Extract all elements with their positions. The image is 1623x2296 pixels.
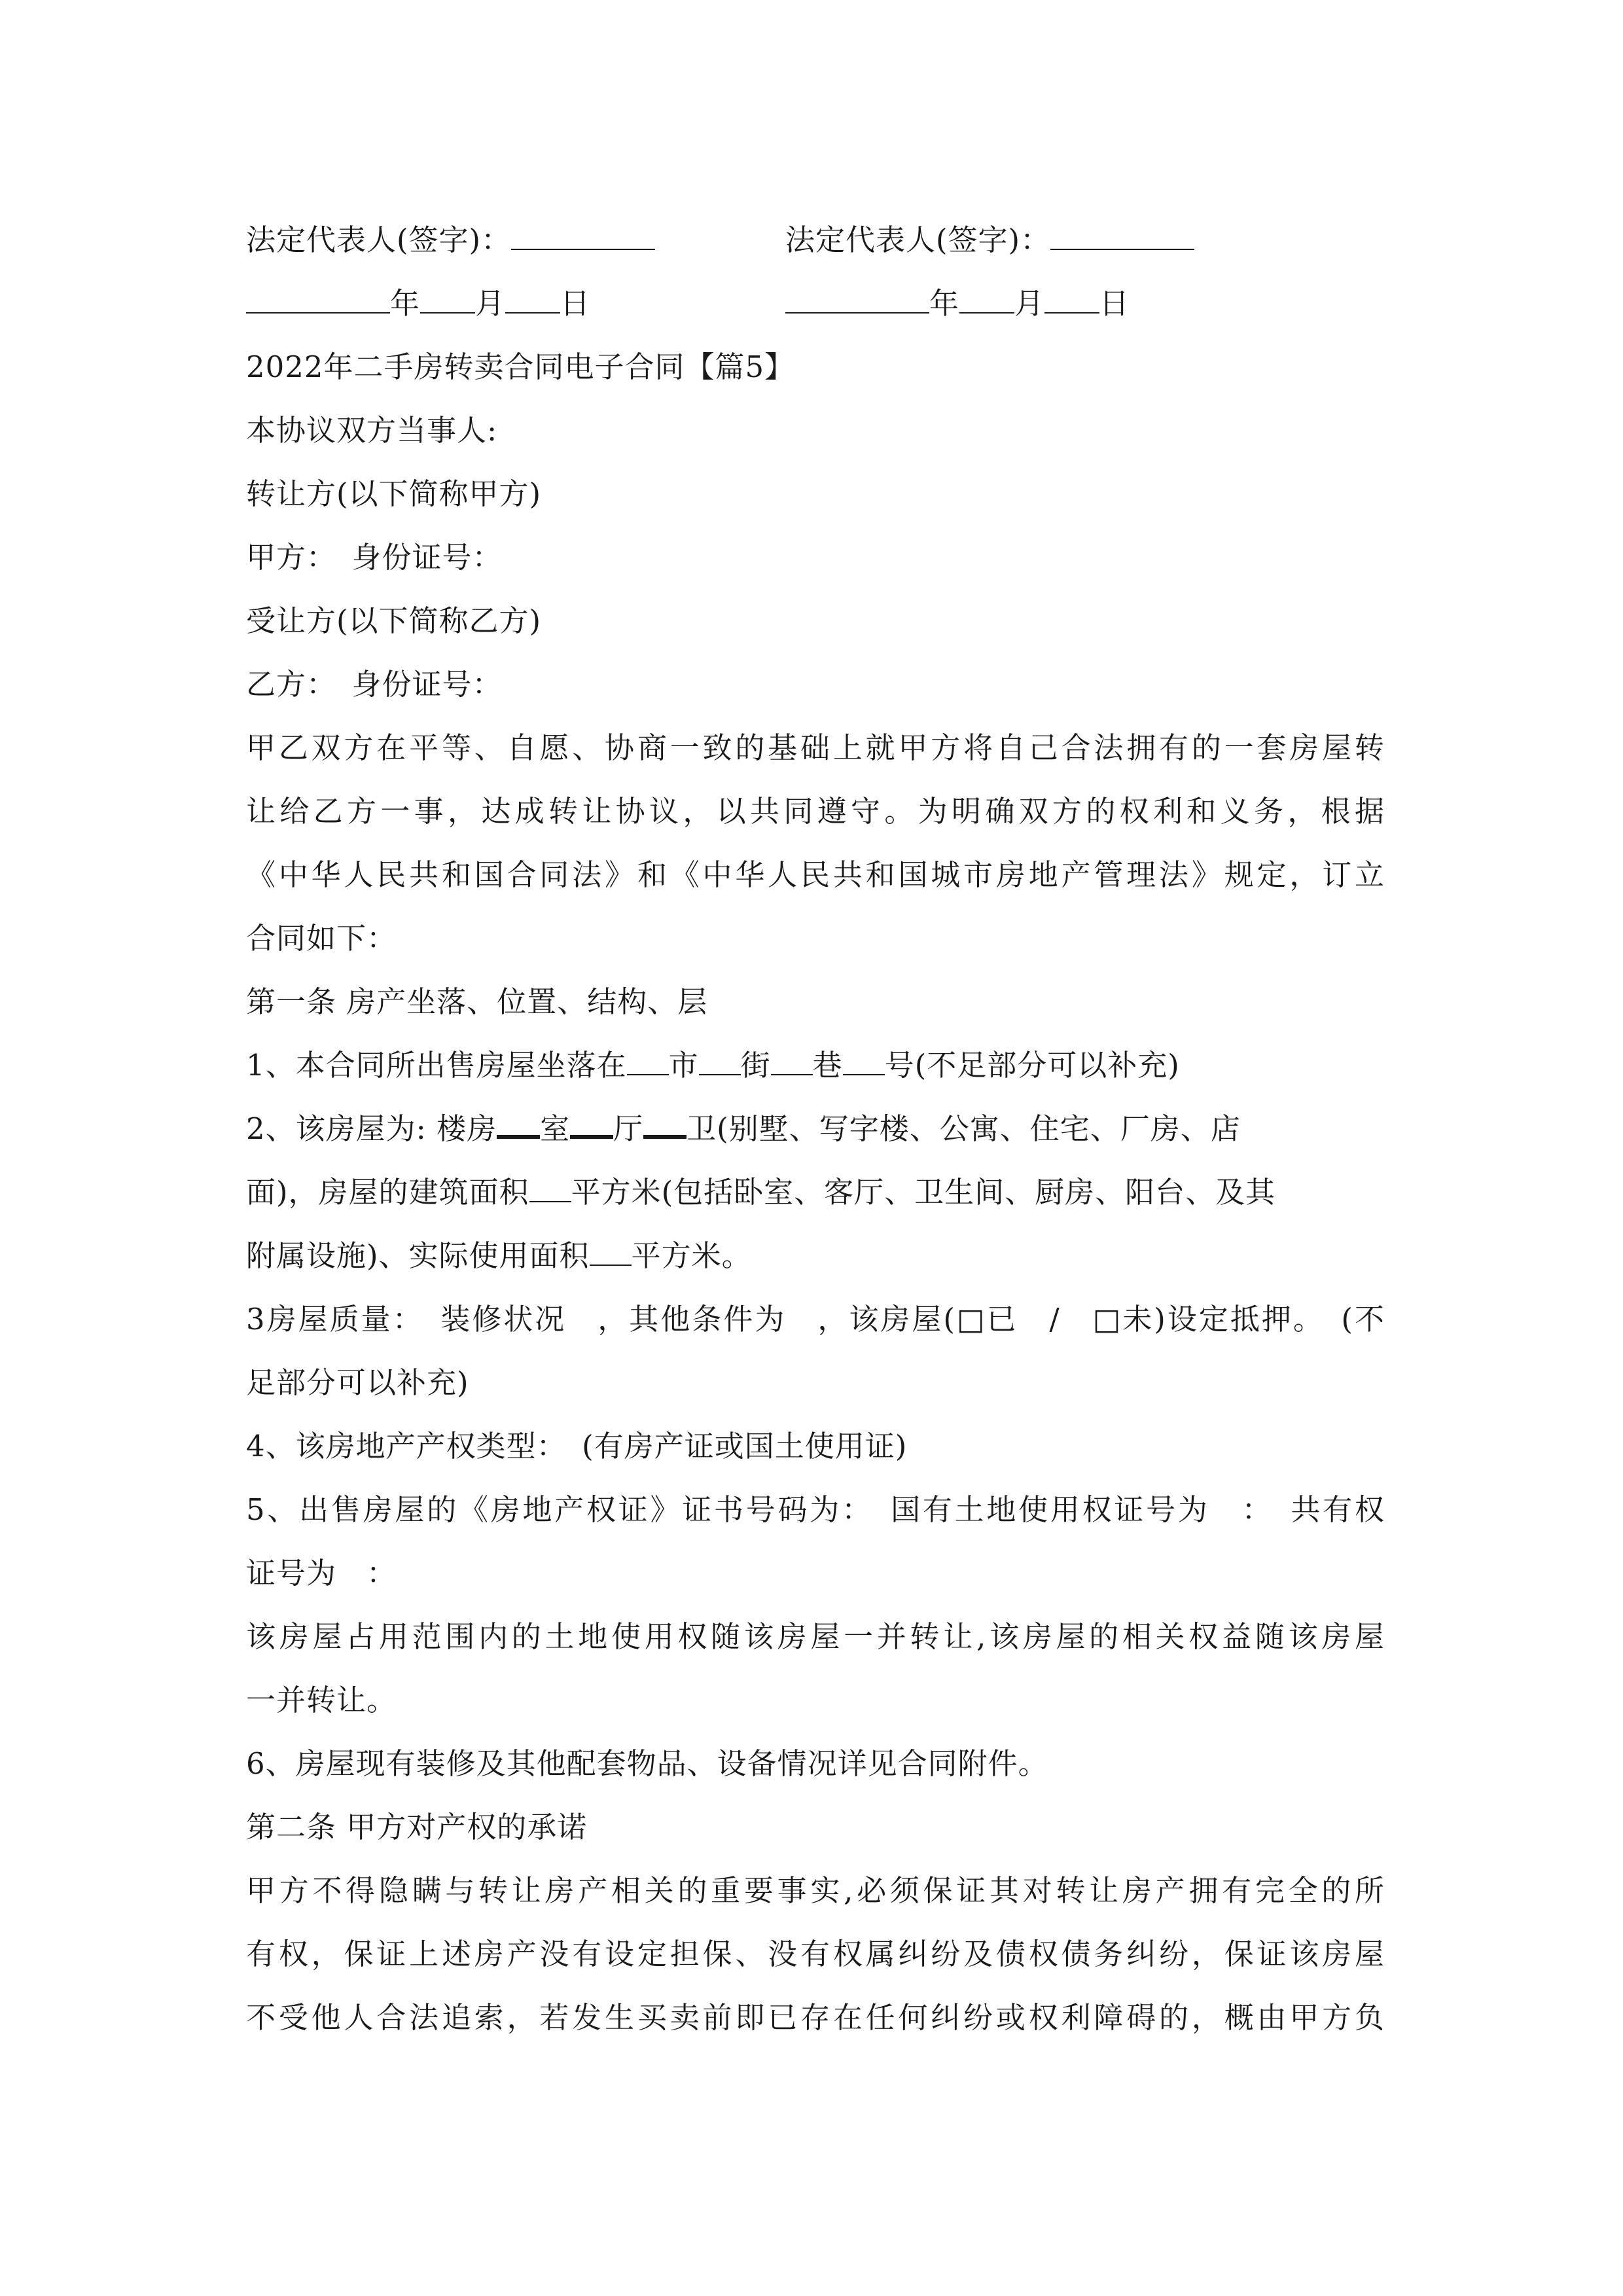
item2-bath: 卫(别墅、写字楼、公寓、住宅、厂房、店: [687, 1111, 1241, 1146]
street-blank: [699, 1048, 741, 1075]
item2-room: 室: [540, 1111, 571, 1146]
year-label: 年: [390, 286, 421, 321]
day-blank: [505, 286, 560, 314]
signature-blank: [1050, 223, 1194, 250]
article1-item1: [246, 1033, 1385, 1097]
transferee-line: 受让方(以下简称乙方): [246, 603, 542, 638]
usable-area-blank: [590, 1238, 632, 1266]
year-label: 年: [929, 286, 960, 321]
signature-right-label: 法定代表人(签字)：: [785, 223, 1051, 257]
day-blank: [1044, 286, 1099, 314]
date-left: [246, 272, 785, 335]
month-blank: [959, 286, 1014, 314]
item1-lane: 巷: [812, 1048, 843, 1083]
contract-heading: 2022年二手房转卖合同电子合同【篇5】: [246, 350, 795, 384]
date-right: [785, 272, 1325, 335]
article1-item3-line2: 足部分可以补充): [246, 1365, 469, 1400]
article1-item3: 3房屋质量： 装修状况 ，其他条件为 ，该房屋(□已 / □未)设定抵押。 (不: [246, 1302, 1385, 1336]
parties-intro: 本协议双方当事人:: [246, 413, 498, 448]
room-blank: [497, 1109, 540, 1139]
signature-blank: [511, 223, 655, 250]
article2-body-line: 不受他人合法追索，若发生买卖前即已存在任何纠纷或权利障碍的，概由甲方负: [246, 2000, 1385, 2035]
day-label: 日: [560, 286, 591, 321]
signature-left: [246, 208, 785, 272]
item2-area-text: 面)，房屋的建筑面积: [246, 1175, 529, 1210]
year-blank: [785, 286, 929, 314]
party-b-line: 乙方： 身份证号：: [246, 667, 503, 702]
article1-item2: [246, 1097, 1385, 1160]
preamble-line: 甲乙双方在平等、自愿、协商一致的基础上就甲方将自己合法拥有的一套房屋转: [246, 730, 1385, 765]
lane-blank: [771, 1048, 813, 1075]
article1-item5-line2: 证号为 ：: [246, 1556, 397, 1590]
item2-area-detail: 平方米(包括卧室、客厅、卫生间、厨房、阳台、及其: [571, 1175, 1276, 1210]
item1-street: 街: [740, 1048, 771, 1083]
item1-number: 号(不足部分可以补充): [884, 1048, 1180, 1083]
item2-usable-text: 附属设施)、实际使用面积: [246, 1238, 590, 1273]
number-blank: [843, 1048, 885, 1075]
party-a-line: 甲方： 身份证号：: [246, 540, 503, 575]
month-label: 月: [1014, 286, 1045, 321]
transferor-line: 转让方(以下简称甲方): [246, 476, 542, 511]
preamble-line: 《中华人民共和国合同法》和《中华人民共和国城市房地产管理法》规定，订立: [246, 857, 1385, 892]
article2-body-line: 有权，保证上述房产没有设定担保、没有权属纠纷及债权债务纠纷，保证该房屋: [246, 1937, 1385, 1971]
article2-title: 第二条 甲方对产权的承诺: [246, 1810, 588, 1844]
item1-city: 市: [668, 1048, 699, 1083]
hall-blank: [570, 1109, 613, 1139]
signature-row: [246, 208, 1385, 272]
land-use-line: 该房屋占用范围内的土地使用权随该房屋一并转让,该房屋的相关权益随该房屋: [246, 1619, 1385, 1654]
item2-text: 2、该房屋为: 楼房: [246, 1111, 497, 1146]
bath-blank: [643, 1109, 687, 1139]
item2-usable-unit: 平方米。: [631, 1238, 752, 1273]
signature-right: [785, 208, 1325, 272]
item2-hall: 厅: [613, 1111, 644, 1146]
preamble-line: 让给乙方一事，达成转让协议，以共同遵守。为明确双方的权利和义务，根据: [246, 794, 1385, 829]
month-blank: [420, 286, 475, 314]
article2-body-line: 甲方不得隐瞒与转让房产相关的重要事实,必须保证其对转让房产拥有完全的所: [246, 1873, 1385, 1908]
land-use-line: 一并转让。: [246, 1683, 397, 1717]
article1-item2-line2: [246, 1160, 1385, 1224]
item1-text: 1、本合同所出售房屋坐落在: [246, 1048, 627, 1083]
city-blank: [627, 1048, 669, 1075]
month-label: 月: [475, 286, 506, 321]
article1-item5: 5、出售房屋的《房地产权证》证书号码为： 国有土地使用权证号为 ： 共有权: [246, 1492, 1385, 1527]
signature-left-label: 法定代表人(签字)：: [246, 223, 512, 257]
date-row: [246, 272, 1385, 335]
article1-item6: 6、房屋现有装修及其他配套物品、设备情况详见合同附件。: [246, 1746, 1048, 1781]
article1-item4: 4、该房地产产权类型： (有房产证或国土使用证): [246, 1429, 908, 1463]
preamble-line: 合同如下：: [246, 921, 397, 956]
day-label: 日: [1099, 286, 1130, 321]
contract-body: [246, 208, 1385, 2049]
year-blank: [246, 286, 390, 314]
article1-title: 第一条 房产坐落、位置、结构、层: [246, 984, 708, 1019]
area-blank: [529, 1175, 571, 1202]
article1-item2-line3: [246, 1224, 1385, 1287]
